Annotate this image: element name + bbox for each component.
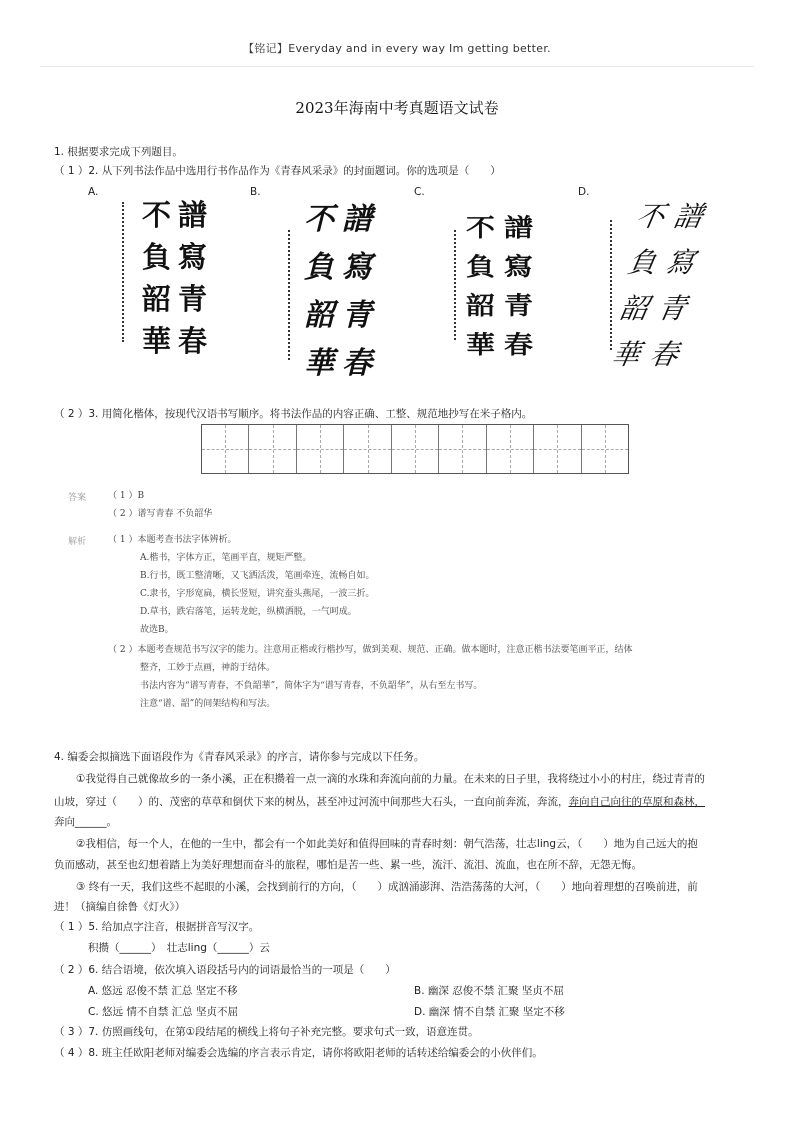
q4-sub1-fill: 积攒（______） 壮志ling（______）云 [88, 942, 270, 954]
q4-stem: 4. 编委会拟摘选下面语段作为《青春风采录》的序言，请你参与完成以下任务。 [54, 751, 425, 763]
q1-sub2: （ 2 ）3. 用简化楷体，按现代汉语书写顺序。将书法作品的内容正确、工整、规范地抄写在米子格内。 [54, 408, 533, 420]
analysis-line: 注意“谱、韶”的间架结构和写法。 [140, 699, 276, 709]
analysis-line: A.楷书，字体方正，笔画平直，规矩严整。 [140, 553, 312, 563]
answer-line-2: （ 2 ）谱写青春 不负韶华 [108, 509, 213, 519]
calligraphy-glyph: 寫 [504, 252, 534, 281]
option-d-label: D. [578, 186, 590, 198]
q4-sub2: （ 2 ）6. 结合语境，依次填入语段括号内的词语最恰当的一项是（ ） [54, 964, 396, 976]
calligraphy-glyph: 負 [142, 240, 172, 274]
calligraphy-glyph: 華 [466, 330, 496, 360]
calligraphy-glyph: 韶 [466, 291, 496, 320]
calligraphy-c-seal-text [454, 230, 464, 340]
q4-sub2-option-b: B. 幽深 忍俊不禁 汇聚 坚贞不屈 [414, 985, 564, 997]
calligraphy-a [118, 190, 218, 380]
calligraphy-c [448, 190, 548, 390]
calligraphy-a-seal-text [122, 202, 132, 342]
calligraphy-glyph: 華 [304, 346, 334, 381]
q4-sub1: （ 1 ）5. 给加点字注音，根据拼音写汉字。 [54, 921, 260, 933]
grid-cell[interactable] [582, 425, 628, 473]
calligraphy-d [604, 190, 704, 390]
option-c-label: C. [414, 186, 425, 198]
q4-sub4: （ 4 ）8. 班主任欧阳老师对编委会选编的序言表示肯定，请你将欧阳老师的话转述给编委会的小伙伴们。 [54, 1047, 543, 1059]
calligraphy-glyph: 譜 [342, 202, 372, 237]
calligraphy-glyph: 春 [342, 346, 372, 381]
page-title: 2023年海南中考真题语文试卷 [295, 99, 499, 117]
q4-sub2-option-c: C. 悠远 情不自禁 汇总 坚贞不屈 [88, 1006, 239, 1018]
analysis-line: 故选B。 [140, 625, 174, 635]
q4-para1-underlined-sentence: 奔向自己向往的草原和森林， [568, 796, 705, 808]
calligraphy-glyph: 負 [625, 246, 660, 279]
q4-para2-line1: ②我相信，每一个人，在他的一生中，都会有一个如此美好和值得回味的青春时刻：朝气浩荡，壮志ling云，（ ）地为自己远大的抱 [76, 838, 698, 850]
q4-sub2-option-a: A. 悠远 忍俊不禁 汇总 坚定不移 [88, 985, 238, 997]
q4-para3-line1: ③ 终有一天，我们这些不起眼的小溪，会找到前行的方向，（ ）成汹涌澎湃、浩浩荡荡的大河，（ ）地向着理想的召唤前进，前 [76, 881, 698, 893]
grid-cell[interactable] [439, 425, 486, 473]
analysis-line: D.草书，跌宕落笔，运转龙蛇，纵横洒脱，一气呵成。 [140, 607, 357, 617]
q1-stem: 1. 根据要求完成下列题目。 [54, 146, 183, 158]
q4-sub3: （ 3 ）7. 仿照画线句，在第①段结尾的横线上将句子补充完整。要求句式一致，语意连贯。 [54, 1026, 479, 1038]
analysis-line: （ 2 ）本题考查规范书写汉字的能力。注意用正楷或行楷抄写，做到美观、规范、正确。做本题时，注意正楷书法要笔画平正，结体 [108, 645, 633, 655]
calligraphy-glyph: 寫 [342, 250, 372, 285]
q4-para1-line2-text: 山坡，穿过（ ）的、茂密的草草和倒伏下来的树丛，甚至冲过河流中间那些大石头，一直向前奔流，奔流， [54, 796, 569, 808]
calligraphy-c-left-column [466, 208, 495, 364]
calligraphy-glyph: 春 [647, 338, 681, 371]
grid-cell[interactable] [297, 425, 344, 473]
q4-sub2-option-d: D. 幽深 情不自禁 汇聚 坚定不移 [414, 1006, 565, 1018]
calligraphy-glyph: 譜 [504, 212, 534, 242]
calligraphy-b-left-column [304, 196, 334, 388]
calligraphy-glyph: 青 [178, 282, 208, 316]
calligraphy-a-left-column [142, 194, 171, 362]
answer-tag: 答案 [68, 493, 87, 503]
grid-cell[interactable] [249, 425, 296, 473]
q4-para1-line1: ①我觉得自己就像故乡的一条小溪，正在积攒着一点一滴的水珠和奔流向前的力量。在未来的日子里，我将绕过小小的村庄，绕过青青的 [76, 773, 705, 785]
calligraphy-b-seal-text [288, 230, 298, 360]
calligraphy-glyph: 不 [304, 202, 334, 237]
calligraphy-b-right-column [342, 196, 372, 388]
writing-grid[interactable] [201, 424, 629, 474]
grid-cell[interactable] [392, 425, 439, 473]
grid-cell[interactable] [202, 425, 249, 473]
calligraphy-glyph: 青 [655, 292, 689, 325]
calligraphy-glyph: 不 [466, 212, 496, 242]
calligraphy-glyph: 春 [504, 330, 534, 360]
analysis-line: B.行书，既工整清晰，又飞洒活泼，笔画牵连，流畅自如。 [140, 571, 375, 581]
calligraphy-glyph: 負 [466, 252, 496, 281]
calligraphy-glyph: 青 [504, 291, 534, 320]
calligraphy-glyph: 華 [142, 324, 172, 358]
calligraphy-glyph: 韶 [304, 298, 334, 333]
q4-para2-line2: 负而感动，甚至也幻想着踏上为美好理想而奋斗的旅程，哪怕是苦一些、累一些，流汗、流泪、流血，也在所不辞，无怨无悔。 [54, 859, 642, 871]
analysis-line: （ 1 ）本题考查书法字体辨析。 [108, 535, 237, 545]
calligraphy-glyph: 韶 [142, 282, 172, 316]
calligraphy-a-right-column [178, 194, 207, 362]
option-a-label: A. [88, 186, 99, 198]
calligraphy-glyph: 譜 [178, 198, 208, 232]
q4-para1-line2 [54, 794, 705, 810]
grid-cell[interactable] [487, 425, 534, 473]
answer-line-1: （ 1 ）B [108, 491, 145, 501]
grid-cell[interactable] [534, 425, 581, 473]
q1-sub1: （ 1 ）2. 从下列书法作品中选用行书作品作为《青春风采录》的封面题词。你的选项是（ ） [54, 165, 501, 177]
calligraphy-glyph: 青 [342, 298, 372, 333]
analysis-line: 书法内容为“谱写青春，不負韶華”，简体字为“谱写青春，不负韶华”，从右至左书写。 [140, 681, 483, 691]
calligraphy-glyph: 韶 [617, 292, 651, 325]
q4-para1-line3: 奔向______。 [54, 816, 117, 828]
calligraphy-glyph: 不 [142, 198, 172, 232]
grid-cell[interactable] [344, 425, 391, 473]
calligraphy-glyph: 春 [178, 324, 208, 358]
header-divider [40, 66, 754, 67]
calligraphy-glyph: 寫 [178, 240, 208, 274]
analysis-line: C.隶书，字形宽扁，横长竖短，讲究蚕头燕尾，一波三折。 [140, 589, 375, 599]
calligraphy-glyph: 不 [633, 200, 668, 233]
calligraphy-glyph: 譜 [671, 200, 706, 233]
calligraphy-c-right-column [504, 208, 533, 364]
q4-para3-line2: 进！（摘编自徐鲁《灯火》） [54, 901, 186, 913]
option-b-label: B. [250, 186, 261, 198]
header-motto: 【铭记】Everyday and in every way Im getting better. [243, 42, 551, 55]
calligraphy-glyph: 華 [609, 338, 643, 371]
calligraphy-b [284, 190, 384, 400]
analysis-tag: 解析 [68, 537, 87, 547]
calligraphy-glyph: 負 [304, 250, 334, 285]
calligraphy-glyph: 寫 [663, 246, 698, 279]
analysis-line: 整齐，工妙于点画，神韵于结体。 [140, 663, 276, 673]
